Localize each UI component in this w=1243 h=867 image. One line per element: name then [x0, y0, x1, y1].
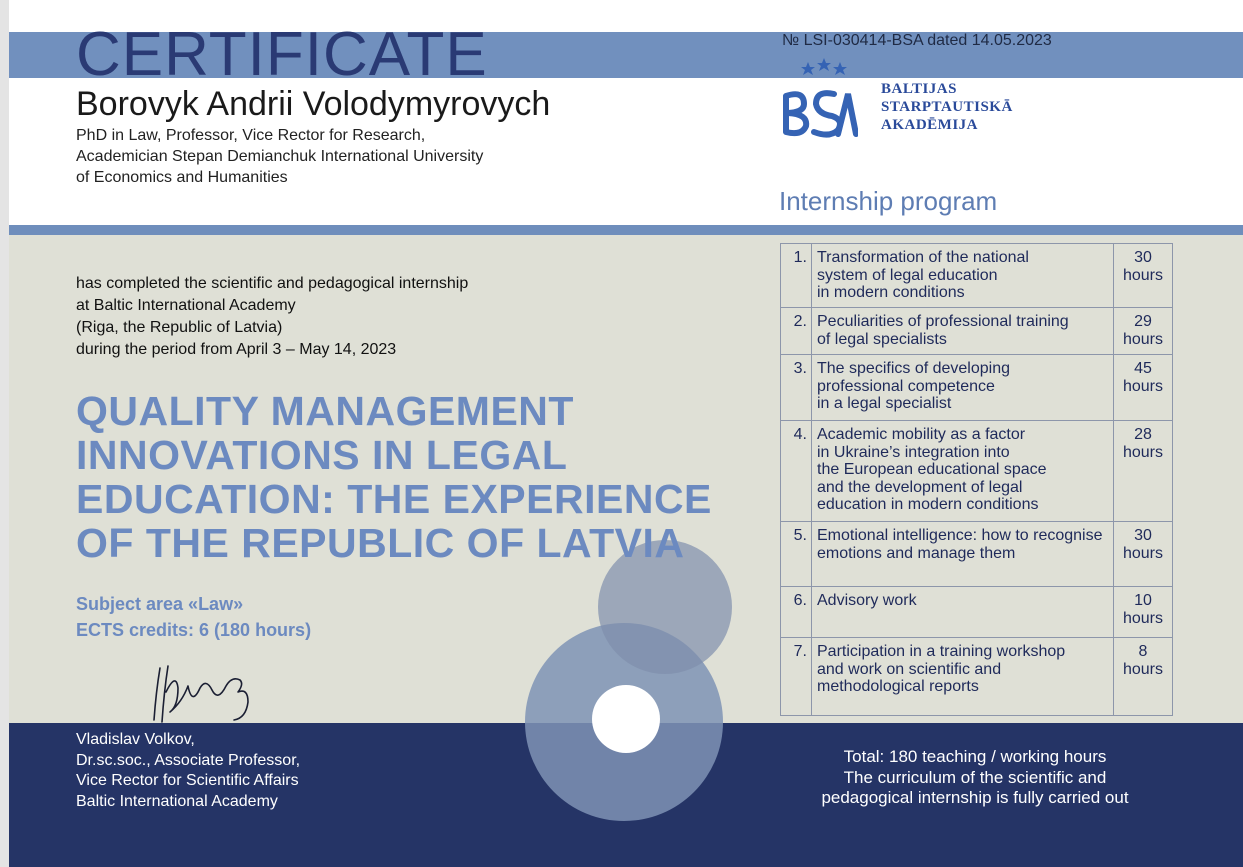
item-number: 3. — [781, 355, 812, 421]
item-hours — [1114, 638, 1173, 716]
table-row — [781, 587, 1173, 638]
certificate-number: № LSI-030414-BSA dated 14.05.2023 — [782, 32, 1052, 49]
topic-line: of legal specialists — [817, 330, 947, 348]
table-row — [781, 355, 1173, 421]
topic-line: professional competence — [817, 377, 995, 395]
topic-line: Participation in a training workshop — [817, 643, 1066, 660]
hours-unit: hours — [1122, 609, 1164, 627]
course-title-line: EDUCATION: THE EXPERIENCE — [76, 476, 712, 522]
item-hours — [1114, 522, 1173, 587]
completion-line: has completed the scientific and pedagogical internship — [76, 275, 469, 292]
table-row — [781, 638, 1173, 716]
recipient-affiliation — [76, 125, 483, 188]
item-topic — [812, 244, 1114, 308]
program-heading: Internship program — [779, 186, 998, 216]
topic-line: education in modern conditions — [817, 496, 1039, 513]
topic-line: Transformation of the national — [817, 249, 1029, 266]
signatory-block — [76, 730, 300, 812]
bsa-logo-icon — [778, 56, 858, 140]
subject-area: Subject area «Law» — [76, 594, 244, 614]
affiliation-line: Academician Stepan Demianchuk International University — [76, 148, 484, 165]
white-dot — [592, 685, 660, 753]
item-topic — [812, 308, 1114, 355]
topic-line: the European educational space — [817, 461, 1047, 478]
affiliation-line: of Economics and Humanities — [76, 169, 288, 186]
item-number: 6. — [781, 587, 812, 638]
hours-unit: hours — [1122, 377, 1164, 395]
signatory-line: Baltic International Academy — [76, 792, 278, 810]
hours-unit: hours — [1122, 443, 1164, 461]
hours-value: 10 — [1134, 592, 1152, 609]
item-hours — [1114, 244, 1173, 308]
item-number: 2. — [781, 308, 812, 355]
academy-name-line: AKADĒMIJA — [881, 117, 978, 133]
hours-value: 45 — [1134, 360, 1152, 377]
topic-line: system of legal education — [817, 266, 998, 284]
hours-unit: hours — [1122, 266, 1164, 284]
signatory-line: Dr.sc.soc., Associate Professor, — [76, 751, 301, 769]
page-edge — [0, 0, 9, 867]
table-row — [781, 308, 1173, 355]
course-title-line: OF THE REPUBLIC OF LATVIA — [76, 520, 685, 566]
item-number: 5. — [781, 522, 812, 587]
certificate-title: CERTIFICATE — [76, 20, 488, 89]
hours-value: 30 — [1134, 527, 1152, 544]
total-line: Total: 180 teaching / working hours — [843, 747, 1107, 766]
topic-line: Advisory work — [817, 592, 917, 609]
hours-value: 8 — [1138, 643, 1148, 660]
course-title — [76, 389, 712, 565]
topic-line: emotions and manage them — [817, 544, 1016, 562]
total-hours-summary — [780, 747, 1170, 809]
course-title-line: INNOVATIONS IN LEGAL — [76, 432, 568, 478]
completion-line: (Riga, the Republic of Latvia) — [76, 319, 283, 336]
item-topic — [812, 522, 1114, 587]
total-line: The curriculum of the scientific and — [843, 767, 1107, 787]
table-row — [781, 421, 1173, 522]
hours-value: 29 — [1134, 313, 1152, 330]
item-number: 4. — [781, 421, 812, 522]
ects-credits: ECTS credits: 6 (180 hours) — [76, 620, 312, 640]
completion-line: during the period from April 3 – May 14, 2023 — [76, 341, 397, 358]
divider-bar — [9, 225, 1243, 235]
topic-line: methodological reports — [817, 678, 979, 695]
signature — [148, 662, 258, 724]
table-row — [781, 244, 1173, 308]
academy-name-line: STARPTAUTISKĀ — [881, 99, 1013, 115]
topic-line: in modern conditions — [817, 284, 965, 301]
item-hours — [1114, 355, 1173, 421]
topic-line: Peculiarities of professional training — [817, 313, 1069, 330]
signatory-line: Vladislav Volkov, — [76, 731, 195, 748]
hours-unit: hours — [1122, 330, 1164, 348]
hours-unit: hours — [1122, 544, 1164, 562]
item-topic — [812, 587, 1114, 638]
program-table — [780, 243, 1173, 716]
item-hours — [1114, 308, 1173, 355]
total-line: pedagogical internship is fully carried out — [821, 788, 1129, 807]
item-number: 1. — [781, 244, 812, 308]
course-details — [76, 591, 311, 643]
item-number: 7. — [781, 638, 812, 716]
item-topic — [812, 421, 1114, 522]
hours-value: 28 — [1134, 426, 1152, 443]
topic-line: and work on scientific and — [817, 660, 1002, 678]
topic-line: in a legal specialist — [817, 395, 952, 412]
course-title-line: QUALITY MANAGEMENT — [76, 388, 574, 434]
table-row — [781, 522, 1173, 587]
topic-line: and the development of legal — [817, 478, 1023, 496]
item-hours — [1114, 421, 1173, 522]
item-topic — [812, 638, 1114, 716]
recipient-name: Borovyk Andrii Volodymyrovych — [76, 85, 551, 123]
signatory-line: Vice Rector for Scientific Affairs — [76, 772, 299, 789]
academy-name — [881, 80, 1013, 134]
academy-name-line: BALTIJAS — [881, 81, 957, 97]
topic-line: Emotional intelligence: how to recognise — [817, 527, 1103, 544]
hours-unit: hours — [1122, 660, 1164, 678]
topic-line: in Ukraine’s integration into — [817, 443, 1010, 461]
topic-line: The specifics of developing — [817, 360, 1010, 377]
item-hours — [1114, 587, 1173, 638]
completion-statement — [76, 273, 468, 361]
item-topic — [812, 355, 1114, 421]
decorative-circles — [520, 535, 735, 825]
completion-line: at Baltic International Academy — [76, 297, 296, 314]
hours-value: 30 — [1134, 249, 1152, 266]
topic-line: Academic mobility as a factor — [817, 426, 1026, 443]
affiliation-line: PhD in Law, Professor, Vice Rector for Research, — [76, 127, 426, 144]
